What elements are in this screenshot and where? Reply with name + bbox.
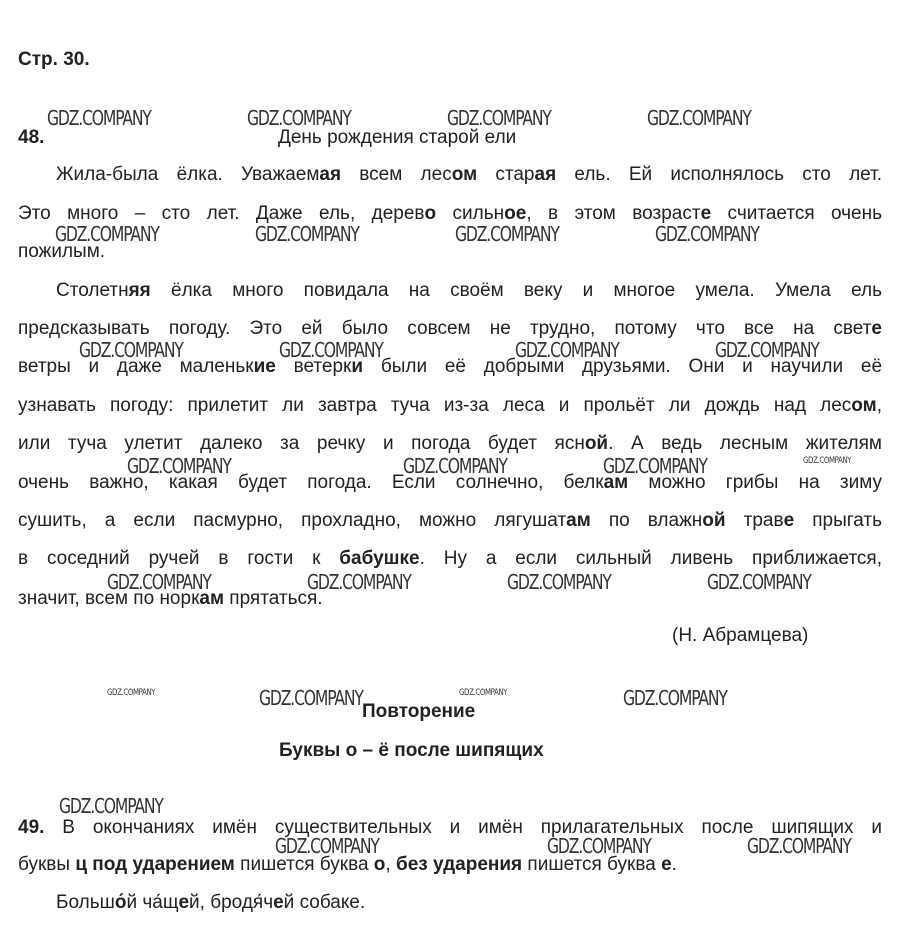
text-segment: , [385,854,396,875]
highlighted-ending: ая [319,164,342,185]
watermark: GDZ.COMPANY [59,794,163,818]
highlighted-ending: ие [253,356,276,377]
text-segment: можно грибы на зиму [628,472,882,493]
text-segment: прятаться. [224,588,323,609]
text-segment: трав [725,510,784,531]
watermark: GDZ.COMPANY [107,570,211,594]
highlighted-ending: е [783,510,795,531]
text-segment: или туча улетит далеко за речку и погода будет ясн [18,433,585,454]
highlighted-ending: ам [199,588,225,609]
text-segment: Это много – сто лет. Даже ель, дерев [18,203,425,224]
section-heading: Повторение [362,701,476,722]
watermark: GDZ.COMPANY [275,834,379,858]
text-segment: й ча́щ [126,892,179,913]
exercise-48-title: День рождения старой ели [278,127,517,148]
text-segment: . Ну а если сильный ливень приближается, [419,548,882,569]
text-segment: й, бродя́ч [189,892,274,913]
watermark: GDZ.COMPANY [279,338,383,362]
highlighted-ending: яя [128,280,151,301]
text-segment: значит, всем по норк [18,588,200,609]
highlighted-ending: ая [534,164,557,185]
text-segment: предсказывать погоду. Это ей было совсем не трудно, потому что все на свет [18,318,872,339]
page-label: Стр. 30. [18,49,90,70]
watermark: GDZ.COMPANY [459,688,508,698]
text-segment: стар [477,164,535,185]
watermark: GDZ.COMPANY [247,106,351,130]
text-segment: пишется буква [234,854,374,875]
watermark: GDZ.COMPANY [803,456,852,466]
watermark: GDZ.COMPANY [255,222,359,246]
watermark: GDZ.COMPANY [623,686,727,710]
text-segment: сушить, а если пасмурно, прохладно, можно лягушат [18,510,567,531]
highlighted-ending: е [661,854,672,875]
highlighted-ending: ое [504,203,527,224]
text-segment: буквы [18,854,76,875]
watermark: GDZ.COMPANY [715,338,819,362]
highlighted-ending: е [273,892,284,913]
highlighted-ending: ам [566,510,591,531]
watermark: GDZ.COMPANY [447,106,551,130]
highlighted-ending: е [178,892,190,913]
text-segment: , [876,395,882,416]
watermark: GDZ.COMPANY [307,570,411,594]
text-segment: были её добрыми друзьями. Они и научили её [363,356,883,377]
text-segment: й собаке. [283,892,366,913]
highlighted-ending: ом [451,164,478,185]
text-segment: ветерк [275,356,352,377]
exercise-48-line [18,432,882,456]
text-segment: всем лес [341,164,452,185]
highlighted-ending: о [424,203,437,224]
watermark: GDZ.COMPANY [655,222,759,246]
highlighted-ending: ам [603,472,629,493]
watermark: GDZ.COMPANY [455,222,559,246]
text-segment: В окончаниях имён существительных и имён прилагательных после шипящих и [62,817,882,838]
highlighted-ending: е [700,203,712,224]
watermark: GDZ.COMPANY [747,834,851,858]
watermark: GDZ.COMPANY [547,834,651,858]
exercise-49-example [18,891,882,915]
watermark: GDZ.COMPANY [707,570,811,594]
watermark: GDZ.COMPANY [259,686,363,710]
text-segment: считается очень [711,203,883,224]
watermark: GDZ.COMPANY [507,570,611,594]
text-segment: по влажн [590,510,703,531]
highlighted-ending: ом [851,395,877,416]
highlighted-ending: бабушке [339,548,420,569]
highlighted-ending: и [351,356,364,377]
highlighted-ending: без ударения [395,854,523,875]
watermark: GDZ.COMPANY [647,106,751,130]
exercise-48-line [18,163,882,187]
exercise-49-number: 49. [18,817,45,838]
watermark: GDZ.COMPANY [55,222,159,246]
text-segment: Больш [56,892,115,913]
watermark: GDZ.COMPANY [47,106,151,130]
text-segment: ёлка много повидала на своём веку и многое умела. Умела ель [150,280,882,301]
watermark: GDZ.COMPANY [127,454,231,478]
exercise-48-line [18,509,882,533]
text-segment: сильн [436,203,505,224]
watermark: GDZ.COMPANY [79,338,183,362]
watermark: GDZ.COMPANY [107,688,156,698]
text-segment: пожилым. [18,241,106,262]
highlighted-ending: о [373,854,386,875]
section-subheading: Буквы о – ё после шипящих [279,740,544,761]
highlighted-ending: ой [584,433,609,454]
highlighted-ending: ой [702,510,726,531]
exercise-48-number: 48. [18,127,45,148]
watermark: GDZ.COMPANY [403,454,507,478]
text-segment: Жила-была ёлка. Уважаем [56,164,320,185]
watermark: GDZ.COMPANY [515,338,619,362]
text-segment: ель. Ей исполнялось сто лет. [556,164,882,185]
highlighted-ending: о́ [114,892,127,913]
text-segment: ветры и даже маленьк [18,356,254,377]
text-segment: прыгать [794,510,882,531]
text-segment: очень важно, какая будет погода. Если солнечно, белк [18,472,604,493]
watermark: GDZ.COMPANY [603,454,707,478]
text-segment: . А ведь лесным жителям [608,433,882,454]
exercise-48-author: (Н. Абрамцева) [672,625,809,646]
exercise-48-line [18,547,882,571]
text-segment: узнавать погоду: прилетит ли завтра туча из-за леса и прольёт ли дождь над лес [18,395,852,416]
text-segment: . [671,854,677,875]
text-segment: в соседний ручей в гости к [18,548,340,569]
highlighted-ending: ц под ударением [75,854,235,875]
exercise-48-line [18,394,882,418]
highlighted-ending: е [871,318,882,339]
text-segment: Столетн [56,280,129,301]
text-segment: пишется буква [522,854,662,875]
exercise-48-line [18,279,882,303]
text-segment: , в этом возраст [526,203,701,224]
